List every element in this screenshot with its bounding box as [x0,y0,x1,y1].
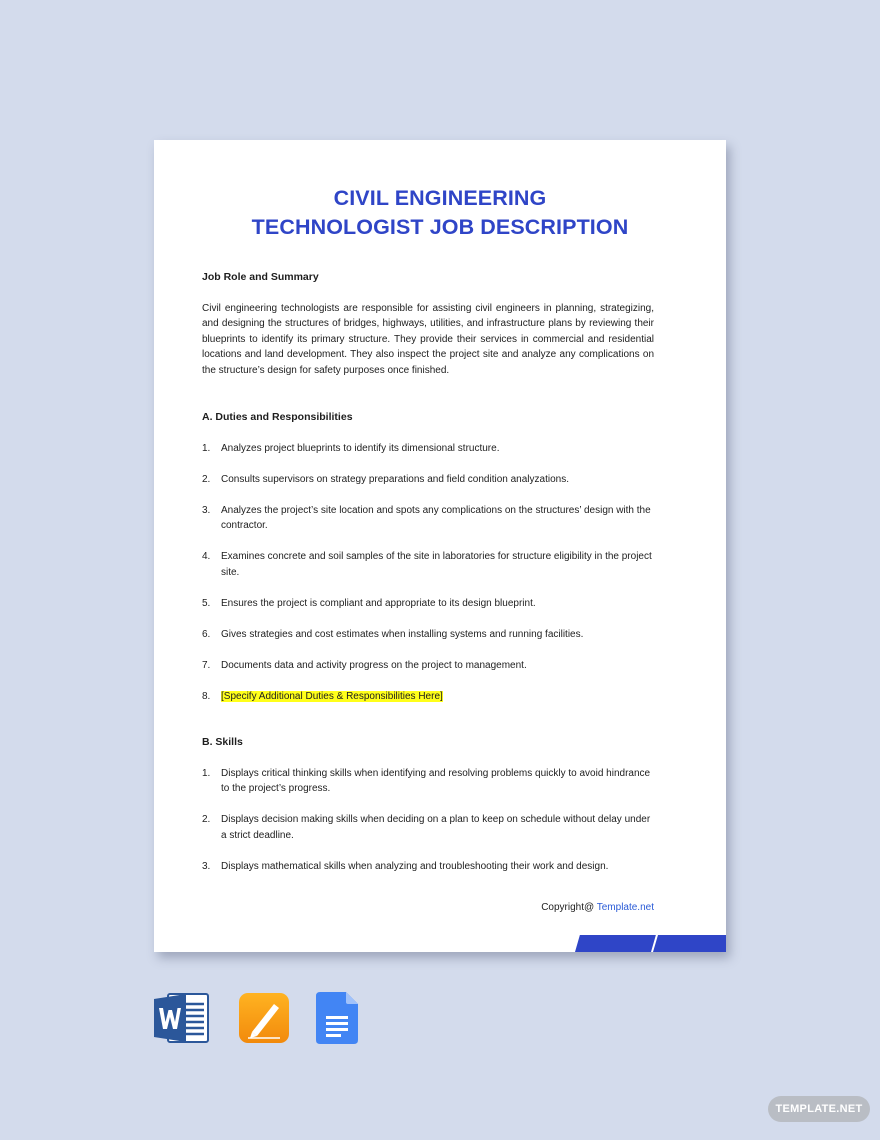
footer-band-right [653,935,726,952]
list-number: 5. [202,597,211,609]
duty-item [202,549,654,580]
duties-list [202,441,654,705]
duty-text: Examines concrete and soil samples of the site in laboratories for structure eligibility in the project site. [221,551,652,578]
list-number: 1. [202,442,211,454]
document-page [154,140,726,952]
duty-text: Gives strategies and cost estimates when installing systems and running facilities. [221,628,584,640]
duty-text: Analyzes project blueprints to identify its dimensional structure. [221,442,500,454]
google-docs-icon[interactable] [316,992,360,1044]
skill-text: Displays mathematical skills when analyzing and troubleshooting their work and design. [221,860,609,872]
skill-item [202,812,654,843]
skill-item [202,766,654,797]
list-number: 1. [202,767,211,779]
duty-item [202,441,654,457]
summary-heading: Job Role and Summary [202,271,319,283]
list-number: 3. [202,504,211,516]
list-number: 7. [202,659,211,671]
list-number: 2. [202,473,211,485]
duty-item [202,627,654,643]
duty-text: Documents data and activity progress on the project to management. [221,659,527,671]
apple-pages-icon[interactable] [238,992,290,1044]
title-line-2: TECHNOLOGIST JOB DESCRIPTION [251,215,629,239]
duty-text: Analyzes the project’s site location and spots any complications on the structures’ design with the contractor. [221,504,651,531]
copyright-link[interactable]: Template.net [596,902,654,913]
list-number: 2. [202,814,211,825]
duty-item [202,596,654,612]
footer-band-left [575,935,656,952]
duty-item [202,689,654,705]
template-net-badge[interactable]: TEMPLATE.NET [768,1096,870,1122]
placeholder-highlight: [Specify Additional Duties & Responsibilities Here] [221,690,443,702]
summary-paragraph: Civil engineering technologists are responsible for assisting civil engineers in planning, strategizing, and designing the structures of bridges, highways, utilities, and infrastructure plans by reviewing their blueprints to identify its primary structure. They provide their services in commercial and residential locations and land development. They also inspect the project site and analyze any complications on the structure’s design for safety purposes once finished. [202,302,654,376]
skills-heading: B. Skills [202,736,243,748]
skill-text: Displays decision making skills when deciding on a plan to keep on schedule without delay under a strict deadline. [221,814,651,841]
skill-item [202,859,654,875]
title-line-1: CIVIL ENGINEERING [333,186,547,210]
duty-item [202,472,654,488]
duty-item [202,658,654,674]
document-content [202,270,654,890]
list-number: 4. [202,551,211,562]
duty-text: Ensures the project is compliant and appropriate to its design blueprint. [221,597,536,609]
list-number: 6. [202,628,211,640]
skill-text: Displays critical thinking skills when identifying and resolving problems quickly to avoid hindrance to the project’s progress. [221,767,651,794]
duty-text: Consults supervisors on strategy preparations and field condition analyzations. [221,473,569,485]
list-number: 3. [202,860,211,872]
copyright [541,902,654,913]
document-title [154,184,726,242]
microsoft-word-icon[interactable] [154,992,210,1044]
copyright-label: Copyright@ [541,902,597,913]
skills-list [202,766,654,875]
duties-heading: A. Duties and Responsibilities [202,411,353,423]
duty-item [202,503,654,534]
list-number: 8. [202,690,211,702]
